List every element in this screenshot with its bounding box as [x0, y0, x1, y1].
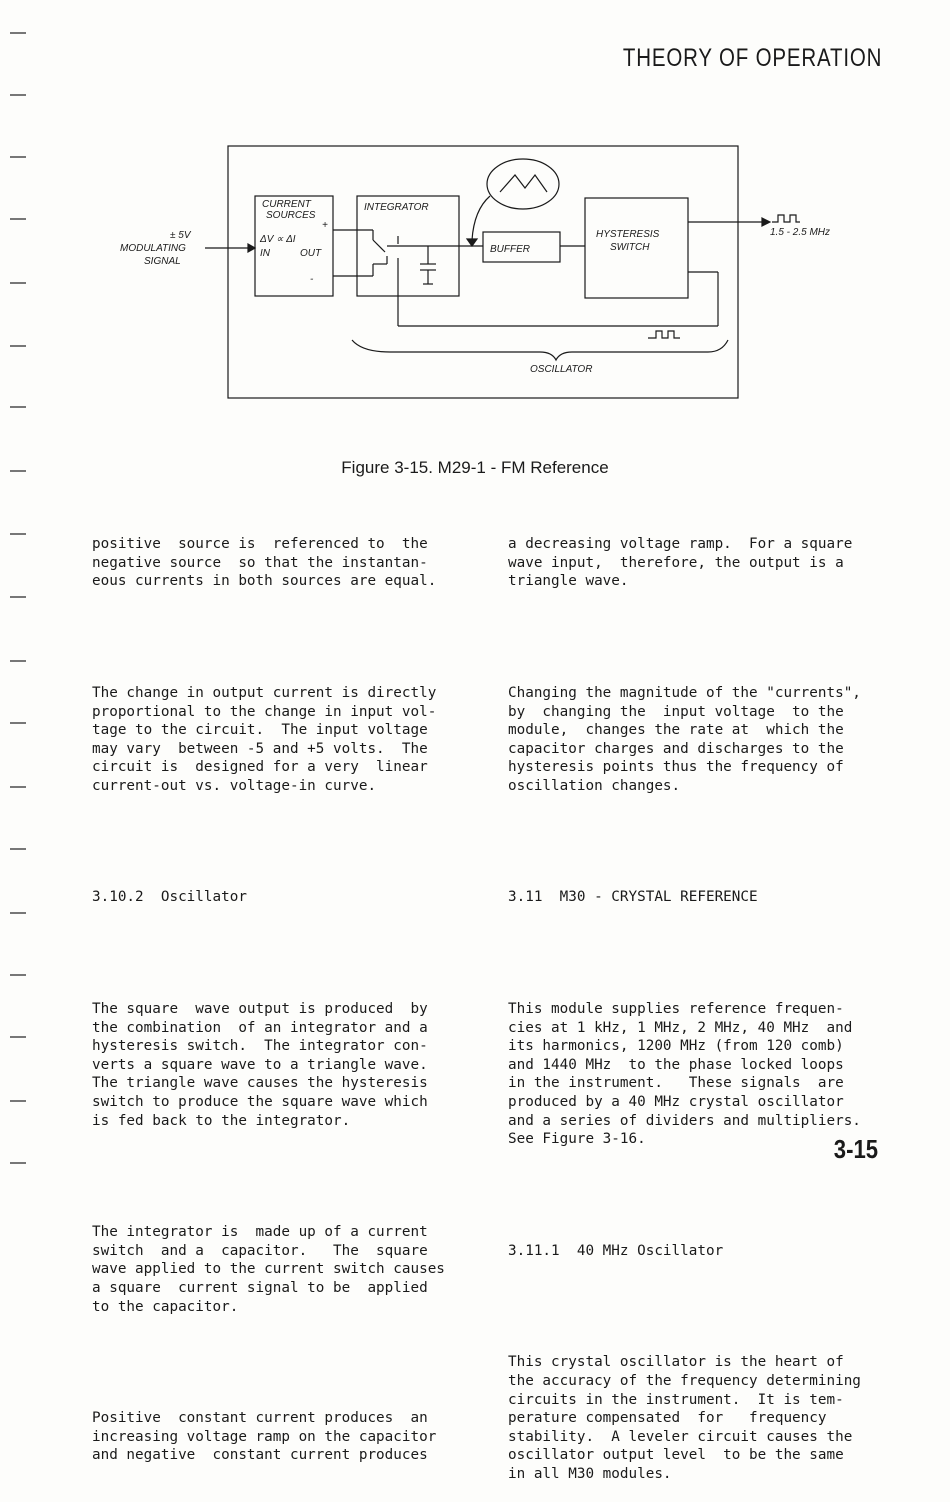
minus-sign: - — [310, 274, 314, 285]
left-paragraph-2: The change in output current is directly proportional to the change in input vol- tage to the circuit. The input voltage may vary between -5 and +5 volts. The circuit is designed for a very linear current-out vs. voltage-in curve. — [92, 684, 437, 794]
input-label-signal: SIGNAL — [144, 256, 181, 267]
output-frequency-label: 1.5 - 2.5 MHz — [770, 227, 831, 238]
binder-margin-marks — [10, 0, 30, 1226]
section-heading-3-10-2: 3.10.2 Oscillator — [92, 889, 247, 906]
integrator-label: INTEGRATOR — [364, 202, 429, 213]
right-paragraph-3: This module supplies reference frequen- cies at 1 kHz, 1 MHz, 2 MHz, 40 MHz and its harmonics, 1200 MHz (from 120 comb) and 1440 MHz to the phase locked loops in the instrument. These signals are produced by a 40 MHz crystal oscillator and a series of dividers and multipliers. See Figure 3-16. — [508, 1001, 861, 1148]
in-label: IN — [260, 248, 270, 259]
buffer-label: BUFFER — [490, 244, 530, 255]
current-sources-label-2: SOURCES — [266, 210, 316, 221]
plus-sign: + — [322, 220, 328, 231]
current-sources-label-1: CURRENT — [262, 199, 311, 210]
page-header-title: THEORY OF OPERATION — [622, 44, 882, 72]
right-paragraph-1: a decreasing voltage ramp. For a square wave input, therefore, the output is a triangle wave. — [508, 536, 853, 590]
input-label-modulating: MODULATING — [120, 243, 186, 254]
section-heading-3-11-1: 3.11.1 40 MHz Oscillator — [508, 1242, 724, 1259]
hysteresis-label-2: SWITCH — [610, 242, 650, 253]
out-label: OUT — [300, 248, 322, 259]
oscillator-label: OSCILLATOR — [530, 364, 593, 375]
page-number: 3-15 — [833, 1134, 878, 1164]
left-paragraph-1: positive source is referenced to the negative source so that the instantan- eous currents in both sources are equal. — [92, 536, 437, 590]
right-text-column — [508, 498, 878, 1502]
delta-relation: ΔV ∝ ΔI — [260, 234, 296, 245]
left-paragraph-4: The integrator is made up of a current switch and a capacitor. The square wave applied to the current switch causes a square current signal to be applied to the capacitor. — [92, 1224, 445, 1315]
left-text-column — [92, 498, 462, 1483]
left-paragraph-5: Positive constant current produces an increasing voltage ramp on the capacitor and negative constant current produces — [92, 1410, 437, 1464]
left-paragraph-3: The square wave output is produced by the combination of an integrator and a hysteresis switch. The integrator con- verts a square wave to a triangle wave. The triangle wave causes the hysteresis switch to produce the square wave which is fed back to the integrator. — [92, 1001, 428, 1129]
input-voltage-label: ± 5V — [170, 230, 191, 241]
figure-frame — [228, 146, 738, 398]
section-heading-3-11: 3.11 M30 - CRYSTAL REFERENCE — [508, 889, 758, 906]
triangle-wave-circle — [487, 159, 559, 209]
hysteresis-label-1: HYSTERESIS — [596, 229, 660, 240]
right-paragraph-2: Changing the magnitude of the "currents", by changing the input voltage to the module, changes the rate at which the capacitor charges and discharges to the hysteresis points thus the frequency of oscillation changes. — [508, 684, 861, 794]
right-paragraph-4: This crystal oscillator is the heart of the accuracy of the frequency determining circuits in the instrument. It is tem- perature compensated for frequency stability. A leveler circuit causes the oscillator output level to be the same in all M30 modules. — [508, 1354, 861, 1482]
block-diagram-svg — [110, 140, 870, 410]
fm-reference-block-diagram — [110, 140, 870, 410]
figure-caption: Figure 3-15. M29-1 - FM Reference — [341, 458, 609, 477]
